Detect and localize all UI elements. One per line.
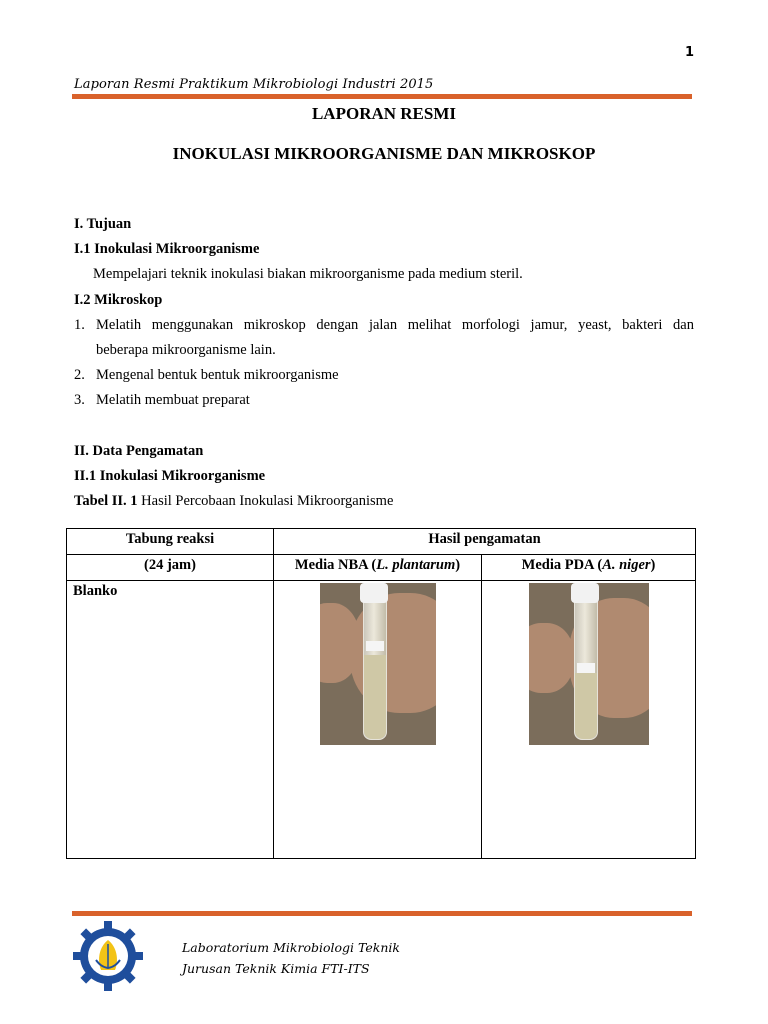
- media-name: Media PDA (: [521, 557, 603, 573]
- list-item: [74, 392, 250, 409]
- table-subheader-row: [67, 555, 696, 581]
- running-header: Laporan Resmi Praktikum Mikrobiologi Industri 2015: [74, 77, 434, 92]
- header-media-pda: [482, 555, 696, 581]
- header-duration: (24 jam): [67, 555, 274, 581]
- row-label: Blanko: [73, 583, 118, 599]
- species-name: L. plantarum: [376, 557, 456, 573]
- list-text: Melatih menggunakan mikroskop dengan jalan melihat morfologi jamur, yeast, bakteri dan: [96, 317, 694, 333]
- observation-table: [66, 528, 696, 859]
- header-rule: [72, 94, 692, 99]
- footer-department: Jurusan Teknik Kimia FTI-ITS: [182, 961, 370, 976]
- tube-medium: [364, 655, 386, 739]
- page-number: 1: [684, 45, 694, 60]
- list-number: 1.: [74, 317, 85, 333]
- tube-label: [577, 663, 595, 673]
- table-caption-text: Hasil Percobaan Inokulasi Mikroorganisme: [137, 493, 394, 509]
- section-heading-tujuan: I. Tujuan: [74, 216, 132, 232]
- hand-shape: [529, 623, 574, 693]
- table-caption-label: Tabel II. 1: [74, 493, 138, 509]
- media-name: Media NBA (: [294, 557, 377, 573]
- subsection-heading-mikroskop: I.2 Mikroskop: [74, 292, 163, 308]
- footer-rule: [72, 911, 692, 916]
- pda-photo-cell: [482, 581, 696, 859]
- subsection-heading-inokulasi-data: II.1 Inokulasi Mikroorganisme: [74, 468, 266, 484]
- row-label-cell: [67, 581, 274, 859]
- tube-cap: [571, 583, 599, 603]
- report-subtitle: INOKULASI MIKROORGANISME DAN MIKROSKOP: [172, 144, 596, 163]
- subsection-heading-inokulasi: I.1 Inokulasi Mikroorganisme: [74, 241, 260, 257]
- section-heading-data: II. Data Pengamatan: [74, 443, 204, 459]
- nba-photo-cell: [274, 581, 482, 859]
- paren-close: ): [455, 557, 461, 573]
- report-title: LAPORAN RESMI: [311, 104, 457, 123]
- header-media-nba: [274, 555, 482, 581]
- list-text: Melatih membuat preparat: [96, 392, 250, 408]
- list-item: [74, 317, 694, 334]
- list-item: [74, 367, 339, 384]
- list-number: 3.: [74, 392, 85, 408]
- objective-text: Mempelajari teknik inokulasi biakan mikroorganisme pada medium steril.: [93, 266, 523, 282]
- tube-cap: [360, 583, 388, 603]
- tube-label: [366, 641, 384, 651]
- tube-medium: [575, 673, 597, 739]
- header-tabung-reaksi: Tabung reaksi: [67, 529, 274, 555]
- table-header-row: [67, 529, 696, 555]
- pda-test-tube-photo: [529, 583, 649, 745]
- table-row: [67, 581, 696, 859]
- list-text: Mengenal bentuk bentuk mikroorganisme: [96, 367, 339, 383]
- species-name: A. niger: [602, 557, 651, 573]
- paren-close: ): [650, 557, 656, 573]
- list-item-continuation: beberapa mikroorganisme lain.: [96, 342, 276, 358]
- header-hasil-pengamatan: Hasil pengamatan: [274, 529, 696, 555]
- its-logo: [72, 920, 144, 992]
- table-caption: [74, 493, 393, 510]
- footer-lab-name: Laboratorium Mikrobiologi Teknik: [182, 940, 400, 955]
- nba-test-tube-photo: [320, 583, 436, 745]
- list-number: 2.: [74, 367, 85, 383]
